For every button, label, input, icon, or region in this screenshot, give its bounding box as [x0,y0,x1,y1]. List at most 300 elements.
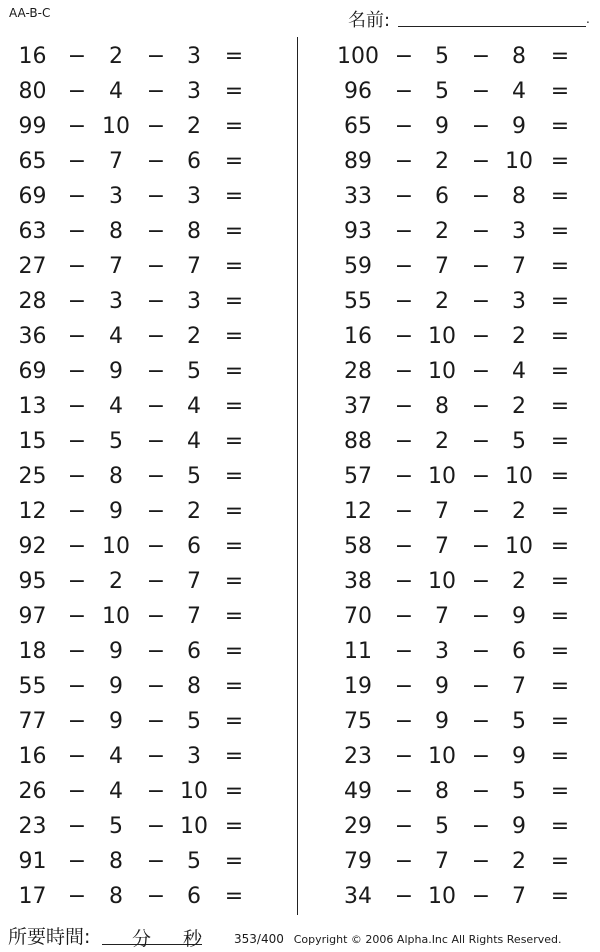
subtrahend-2: 3 [187,744,201,769]
subtrahend-2: 6 [512,639,526,664]
subtrahend-2: 10 [505,149,533,174]
minus-sign: − [67,429,87,454]
subtrahend-1: 10 [428,569,456,594]
minus-sign: − [471,79,491,104]
minuend: 25 [18,464,47,489]
subtrahend-2: 9 [512,744,526,769]
minuend: 58 [344,534,372,559]
subtrahend-1: 4 [109,394,123,419]
subtrahend-1: 8 [435,779,449,804]
equals-sign: = [224,44,244,69]
minus-sign: − [394,149,414,174]
subtrahend-1: 2 [435,219,449,244]
minuend: 29 [344,814,372,839]
minus-sign: − [394,324,414,349]
minus-sign: − [146,114,166,139]
minuend: 88 [344,429,372,454]
minus-sign: − [67,149,87,174]
minus-sign: − [394,744,414,769]
subtrahend-2: 6 [187,534,201,559]
minus-sign: − [394,534,414,559]
equals-sign: = [550,394,570,419]
equals-sign: = [224,359,244,384]
equals-sign: = [224,114,244,139]
subtrahend-2: 2 [512,324,526,349]
minuend: 69 [18,184,47,209]
problem-row [298,564,600,599]
subtrahend-1: 5 [109,429,123,454]
problem-row [0,529,297,564]
minus-sign: − [394,569,414,594]
equals-sign: = [550,534,570,559]
name-end-dot: . [586,12,590,26]
minus-sign: − [146,149,166,174]
problem-row [298,529,600,564]
subtrahend-2: 2 [512,569,526,594]
problem-row [0,424,297,459]
equals-sign: = [550,219,570,244]
subtrahend-1: 7 [435,254,449,279]
subtrahend-2: 8 [512,44,526,69]
subtrahend-1: 9 [109,499,123,524]
minus-sign: − [67,219,87,244]
minus-sign: − [394,639,414,664]
minuend: 37 [344,394,372,419]
minuend: 27 [18,254,47,279]
subtrahend-1: 8 [435,394,449,419]
minuend: 11 [344,639,372,664]
subtrahend-2: 7 [187,604,201,629]
minus-sign: − [471,44,491,69]
equals-sign: = [224,674,244,699]
minus-sign: − [394,394,414,419]
equals-sign: = [550,569,570,594]
subtrahend-1: 4 [109,744,123,769]
subtrahend-1: 10 [428,744,456,769]
minuend: 28 [18,289,47,314]
problem-row [0,179,297,214]
minuend: 36 [18,324,47,349]
minus-sign: − [146,674,166,699]
problem-row [298,109,600,144]
seconds-unit: 秒 [183,928,203,950]
minus-sign: − [146,849,166,874]
problem-row [0,704,297,739]
minus-sign: − [67,359,87,384]
subtrahend-2: 4 [512,359,526,384]
subtrahend-1: 5 [109,814,123,839]
minuend: 16 [18,744,47,769]
minus-sign: − [146,44,166,69]
subtrahend-1: 4 [109,79,123,104]
equals-sign: = [550,114,570,139]
minuend: 77 [18,709,47,734]
subtrahend-2: 10 [180,779,208,804]
subtrahend-1: 9 [435,114,449,139]
minus-sign: − [394,429,414,454]
subtrahend-2: 9 [512,814,526,839]
equals-sign: = [550,779,570,804]
subtrahend-1: 6 [435,184,449,209]
minus-sign: − [67,814,87,839]
minus-sign: − [471,359,491,384]
minuend: 100 [337,44,379,69]
minuend: 59 [344,254,372,279]
minus-sign: − [67,849,87,874]
subtrahend-2: 7 [187,254,201,279]
subtrahend-2: 2 [187,324,201,349]
problem-row [0,459,297,494]
minus-sign: − [146,779,166,804]
minus-sign: − [146,254,166,279]
problem-row [0,774,297,809]
problem-row [0,109,297,144]
subtrahend-1: 9 [435,674,449,699]
problem-row [298,319,600,354]
subtrahend-2: 6 [187,149,201,174]
minus-sign: − [67,254,87,279]
subtrahend-2: 4 [187,429,201,454]
minuend: 28 [344,359,372,384]
subtrahend-1: 7 [435,604,449,629]
subtrahend-2: 5 [187,464,201,489]
minuend: 63 [18,219,47,244]
equals-sign: = [550,814,570,839]
minus-sign: − [471,569,491,594]
right-problem-column [298,39,600,914]
minus-sign: − [394,464,414,489]
minuend: 57 [344,464,372,489]
equals-sign: = [224,289,244,314]
minuend: 96 [344,79,372,104]
subtrahend-1: 7 [109,254,123,279]
problem-row [298,739,600,774]
minus-sign: − [67,639,87,664]
subtrahend-1: 5 [435,44,449,69]
equals-sign: = [550,149,570,174]
subtrahend-2: 5 [512,779,526,804]
time-label: 所要時間: [8,926,91,948]
equals-sign: = [550,79,570,104]
minuend: 18 [18,639,47,664]
minus-sign: − [146,359,166,384]
minus-sign: − [471,674,491,699]
subtrahend-2: 4 [187,394,201,419]
problem-row [0,144,297,179]
problem-row [0,669,297,704]
subtrahend-1: 10 [428,324,456,349]
minus-sign: − [394,44,414,69]
minuend: 33 [344,184,372,209]
minus-sign: − [471,534,491,559]
subtrahend-2: 10 [505,534,533,559]
minus-sign: − [471,639,491,664]
subtrahend-1: 10 [428,359,456,384]
minuend: 70 [344,604,372,629]
minus-sign: − [146,324,166,349]
minus-sign: − [67,464,87,489]
minuend: 23 [344,744,372,769]
subtrahend-1: 2 [435,429,449,454]
subtrahend-1: 10 [102,114,130,139]
problem-row [298,249,600,284]
minus-sign: − [146,884,166,909]
subtrahend-2: 2 [512,394,526,419]
minus-sign: − [67,884,87,909]
subtrahend-1: 8 [109,219,123,244]
minus-sign: − [394,849,414,874]
problem-row [298,179,600,214]
minus-sign: − [146,534,166,559]
subtrahend-1: 4 [109,779,123,804]
subtrahend-1: 2 [109,44,123,69]
minuend: 91 [18,849,47,874]
problem-row [298,144,600,179]
minus-sign: − [471,184,491,209]
problem-row [0,844,297,879]
equals-sign: = [550,184,570,209]
minus-sign: − [471,429,491,454]
subtrahend-2: 8 [512,184,526,209]
equals-sign: = [224,499,244,524]
equals-sign: = [550,359,570,384]
problem-row [0,284,297,319]
equals-sign: = [550,429,570,454]
subtrahend-2: 5 [187,709,201,734]
minus-sign: − [394,359,414,384]
equals-sign: = [550,464,570,489]
subtrahend-2: 3 [512,289,526,314]
subtrahend-1: 2 [109,569,123,594]
minus-sign: − [471,604,491,629]
minus-sign: − [146,569,166,594]
minus-sign: − [471,464,491,489]
equals-sign: = [224,639,244,664]
equals-sign: = [550,639,570,664]
subtrahend-2: 6 [187,639,201,664]
subtrahend-2: 3 [187,289,201,314]
minuend: 65 [344,114,372,139]
minuend: 12 [18,499,47,524]
subtrahend-1: 5 [435,814,449,839]
equals-sign: = [550,44,570,69]
equals-sign: = [224,569,244,594]
problem-row [298,809,600,844]
minus-sign: − [146,814,166,839]
problem-row [0,249,297,284]
problem-row [0,634,297,669]
name-field [348,6,590,31]
minus-sign: − [146,639,166,664]
equals-sign: = [224,254,244,279]
subtrahend-2: 3 [187,79,201,104]
problem-row [298,844,600,879]
minuend: 26 [18,779,47,804]
problem-row [298,74,600,109]
subtrahend-2: 2 [187,114,201,139]
subtrahend-1: 9 [435,709,449,734]
subtrahend-2: 6 [187,884,201,909]
minus-sign: − [471,114,491,139]
problem-row [298,214,600,249]
problem-row [0,39,297,74]
subtrahend-1: 8 [109,464,123,489]
equals-sign: = [224,744,244,769]
equals-sign: = [224,429,244,454]
subtrahend-1: 7 [109,149,123,174]
subtrahend-1: 9 [109,359,123,384]
minuend: 55 [18,674,47,699]
subtrahend-1: 10 [102,534,130,559]
minus-sign: − [146,184,166,209]
subtrahend-2: 5 [512,429,526,454]
equals-sign: = [550,744,570,769]
problem-row [298,389,600,424]
subtrahend-2: 3 [187,44,201,69]
minus-sign: − [67,184,87,209]
problem-row [0,599,297,634]
problem-row [0,74,297,109]
problem-row [298,599,600,634]
minus-sign: − [146,429,166,454]
minuend: 38 [344,569,372,594]
equals-sign: = [550,604,570,629]
problem-row [0,564,297,599]
minuend: 16 [18,44,47,69]
minus-sign: − [394,604,414,629]
subtrahend-2: 7 [512,254,526,279]
subtrahend-2: 5 [187,359,201,384]
minus-sign: − [67,709,87,734]
equals-sign: = [550,709,570,734]
minus-sign: − [67,604,87,629]
minus-sign: − [394,219,414,244]
minus-sign: − [146,464,166,489]
minuend: 16 [344,324,372,349]
minuend: 49 [344,779,372,804]
minus-sign: − [394,674,414,699]
equals-sign: = [224,394,244,419]
equals-sign: = [224,534,244,559]
minus-sign: − [394,884,414,909]
minuend: 97 [18,604,47,629]
minus-sign: − [394,814,414,839]
problem-row [0,494,297,529]
minuend: 13 [18,394,47,419]
minus-sign: − [394,114,414,139]
equals-sign: = [550,289,570,314]
minus-sign: − [471,744,491,769]
subtrahend-1: 3 [435,639,449,664]
subtrahend-1: 9 [109,709,123,734]
minuend: 69 [18,359,47,384]
problem-row [298,774,600,809]
problem-row [0,809,297,844]
footer-info [234,932,561,946]
equals-sign: = [224,604,244,629]
equals-sign: = [550,674,570,699]
equals-sign: = [550,499,570,524]
subtrahend-1: 7 [435,849,449,874]
problem-row [0,214,297,249]
minuend: 93 [344,219,372,244]
minus-sign: − [67,324,87,349]
equals-sign: = [224,884,244,909]
minus-sign: − [67,394,87,419]
minus-sign: − [67,779,87,804]
equals-sign: = [224,779,244,804]
minuend: 92 [18,534,47,559]
problem-row [298,459,600,494]
problem-row [0,879,297,914]
worksheet-code: AA-B-C [9,6,51,20]
minus-sign: − [471,499,491,524]
problem-row [298,39,600,74]
minus-sign: − [67,289,87,314]
subtrahend-1: 7 [435,534,449,559]
subtrahend-2: 3 [512,219,526,244]
minus-sign: − [394,709,414,734]
minuend: 99 [18,114,47,139]
minus-sign: − [146,604,166,629]
equals-sign: = [224,184,244,209]
problem-row [0,354,297,389]
minus-sign: − [394,184,414,209]
subtrahend-1: 3 [109,289,123,314]
minus-sign: − [394,289,414,314]
equals-sign: = [550,254,570,279]
minuend: 89 [344,149,372,174]
subtrahend-2: 9 [512,604,526,629]
minus-sign: − [471,814,491,839]
minuend: 19 [344,674,372,699]
equals-sign: = [224,849,244,874]
problem-row [298,494,600,529]
minutes-unit: 分 [132,928,152,950]
minus-sign: − [146,219,166,244]
subtrahend-1: 4 [109,324,123,349]
subtrahend-1: 10 [102,604,130,629]
minus-sign: − [394,79,414,104]
subtrahend-1: 2 [435,149,449,174]
minus-sign: − [394,254,414,279]
page-number: 353/400 [234,932,284,946]
subtrahend-2: 7 [187,569,201,594]
subtrahend-2: 10 [505,464,533,489]
problem-row [0,319,297,354]
minuend: 55 [344,289,372,314]
minus-sign: − [471,849,491,874]
subtrahend-1: 10 [428,884,456,909]
equals-sign: = [550,884,570,909]
minus-sign: − [67,534,87,559]
equals-sign: = [224,79,244,104]
subtrahend-2: 8 [187,219,201,244]
minus-sign: − [67,674,87,699]
minus-sign: − [67,44,87,69]
name-underline [398,26,586,27]
equals-sign: = [224,814,244,839]
problem-row [298,354,600,389]
minus-sign: − [471,779,491,804]
subtrahend-2: 4 [512,79,526,104]
minus-sign: − [471,884,491,909]
equals-sign: = [224,324,244,349]
minus-sign: − [146,289,166,314]
minus-sign: − [67,744,87,769]
equals-sign: = [224,219,244,244]
minus-sign: − [471,394,491,419]
